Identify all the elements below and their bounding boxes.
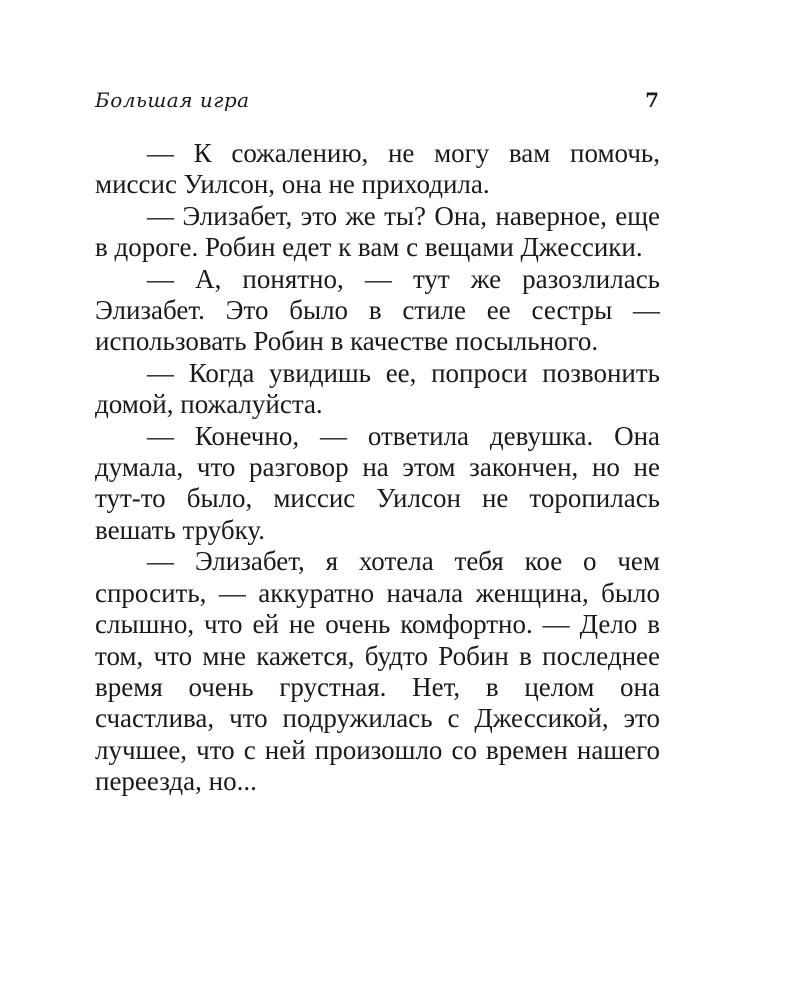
page-number: 7 [645,88,659,112]
paragraph: — Когда увидишь ее, попроси позвонить домой, пожалуйста. [95,357,660,420]
paragraph: — Элизабет, я хотела тебя кое о чем спросить, — аккуратно начала женщина, было слышно, что ей не очень комфортно. — Дело в том, что мне кажется, будто Робин в последнее время очень грустная. Нет, в целом она счастлива, что подружилась с Джессикой, это лучшее, что с ней произошло со времен нашего переезда, но... [95,546,660,797]
paragraph: — Элизабет, это же ты? Она, наверное, еще в дороге. Робин едет к вам с вещами Джессики. [95,200,660,263]
running-head-title: Большая игра [95,88,250,112]
paragraph: — К сожалению, не могу вам помочь, миссис Уилсон, она не приходила. [95,138,660,200]
paragraph: — А, понятно, — тут же разозлилась Элизабет. Это было в стиле ее сестры — использовать Робин в качестве посыльного. [95,263,660,357]
body-text [95,138,660,798]
paragraph: — Конечно, — ответила девушка. Она думала, что разговор на этом закончен, но не тут-то было, миссис Уилсон не торопилась вешать трубку. [95,420,660,545]
